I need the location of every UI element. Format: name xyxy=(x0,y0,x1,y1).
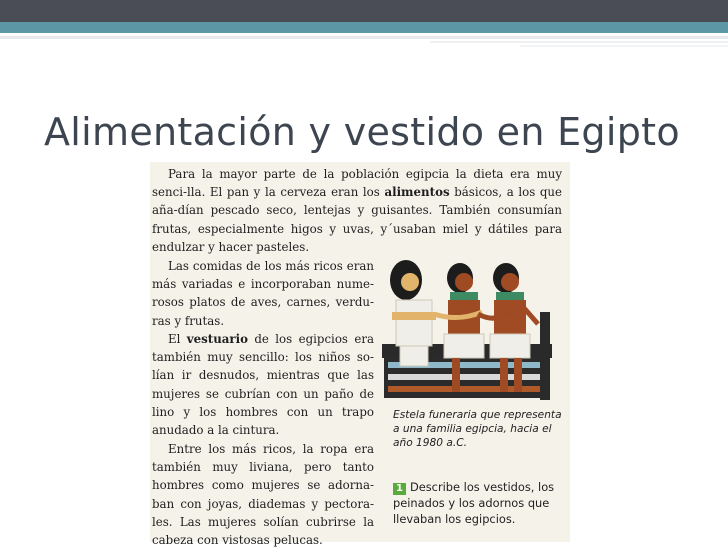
paragraph-rich-clothing-text: Entre los más ricos, la ropa era también muy liviana, pero tanto hombres como mujeres se adorna-ban con joyas, diademas y pectora-les. Las mujeres solían cubrirse la cabeza con vistosas pelucas. xyxy=(152,442,374,548)
activity-text: Describe los vestidos, los peinados y los adornos que llevaban los egipcios. xyxy=(393,480,555,526)
activity-box xyxy=(393,479,563,527)
slide-title: Alimentación y vestido en Egipto xyxy=(44,110,680,154)
intro-paragraph xyxy=(152,165,562,256)
intro-bold-term: alimentos xyxy=(384,185,450,200)
clothing-text-before: El xyxy=(168,332,187,346)
funerary-stela-image xyxy=(378,252,562,402)
intro-text-before: Para la mayor parte de la población egipcia la dieta era muy senci-lla. El pan y la cerveza eran los xyxy=(152,167,562,200)
top-band-line xyxy=(520,45,728,47)
top-band-line xyxy=(0,36,728,39)
top-band-dark xyxy=(0,0,728,22)
paragraph-rich-clothing xyxy=(152,440,374,549)
figure-caption: Estela funeraria que representa a una familia egipcia, hacia el año 1980 a.C. xyxy=(393,409,562,449)
paragraph-clothing xyxy=(152,330,374,439)
paragraph-rich-food-text: Las comidas de los más ricos eran más variadas e incorporaban nume-rosos platos de aves, carnes, verdu-ras y frutas. xyxy=(152,259,374,328)
top-band-teal xyxy=(0,22,728,33)
intro-text-after: básicos, a los que aña-dían pescado seco, lentejas y guisantes. También consumían frutas, especialmente higos y uvas, y´usaban miel y dátiles para endulzar y hacer pasteles. xyxy=(152,185,562,254)
clothing-text-after: de los egipcios era también muy sencillo: los niños so-lían ir desnudos, mientras que las mujeres se cubrían con un paño de lino y los hombres con un trapo anudado a la cintura. xyxy=(152,332,374,438)
top-band-line xyxy=(430,41,728,43)
activity-number-badge: 1 xyxy=(393,483,406,495)
paragraph-rich-food xyxy=(152,257,374,330)
clothing-bold-term: vestuario xyxy=(186,332,249,346)
